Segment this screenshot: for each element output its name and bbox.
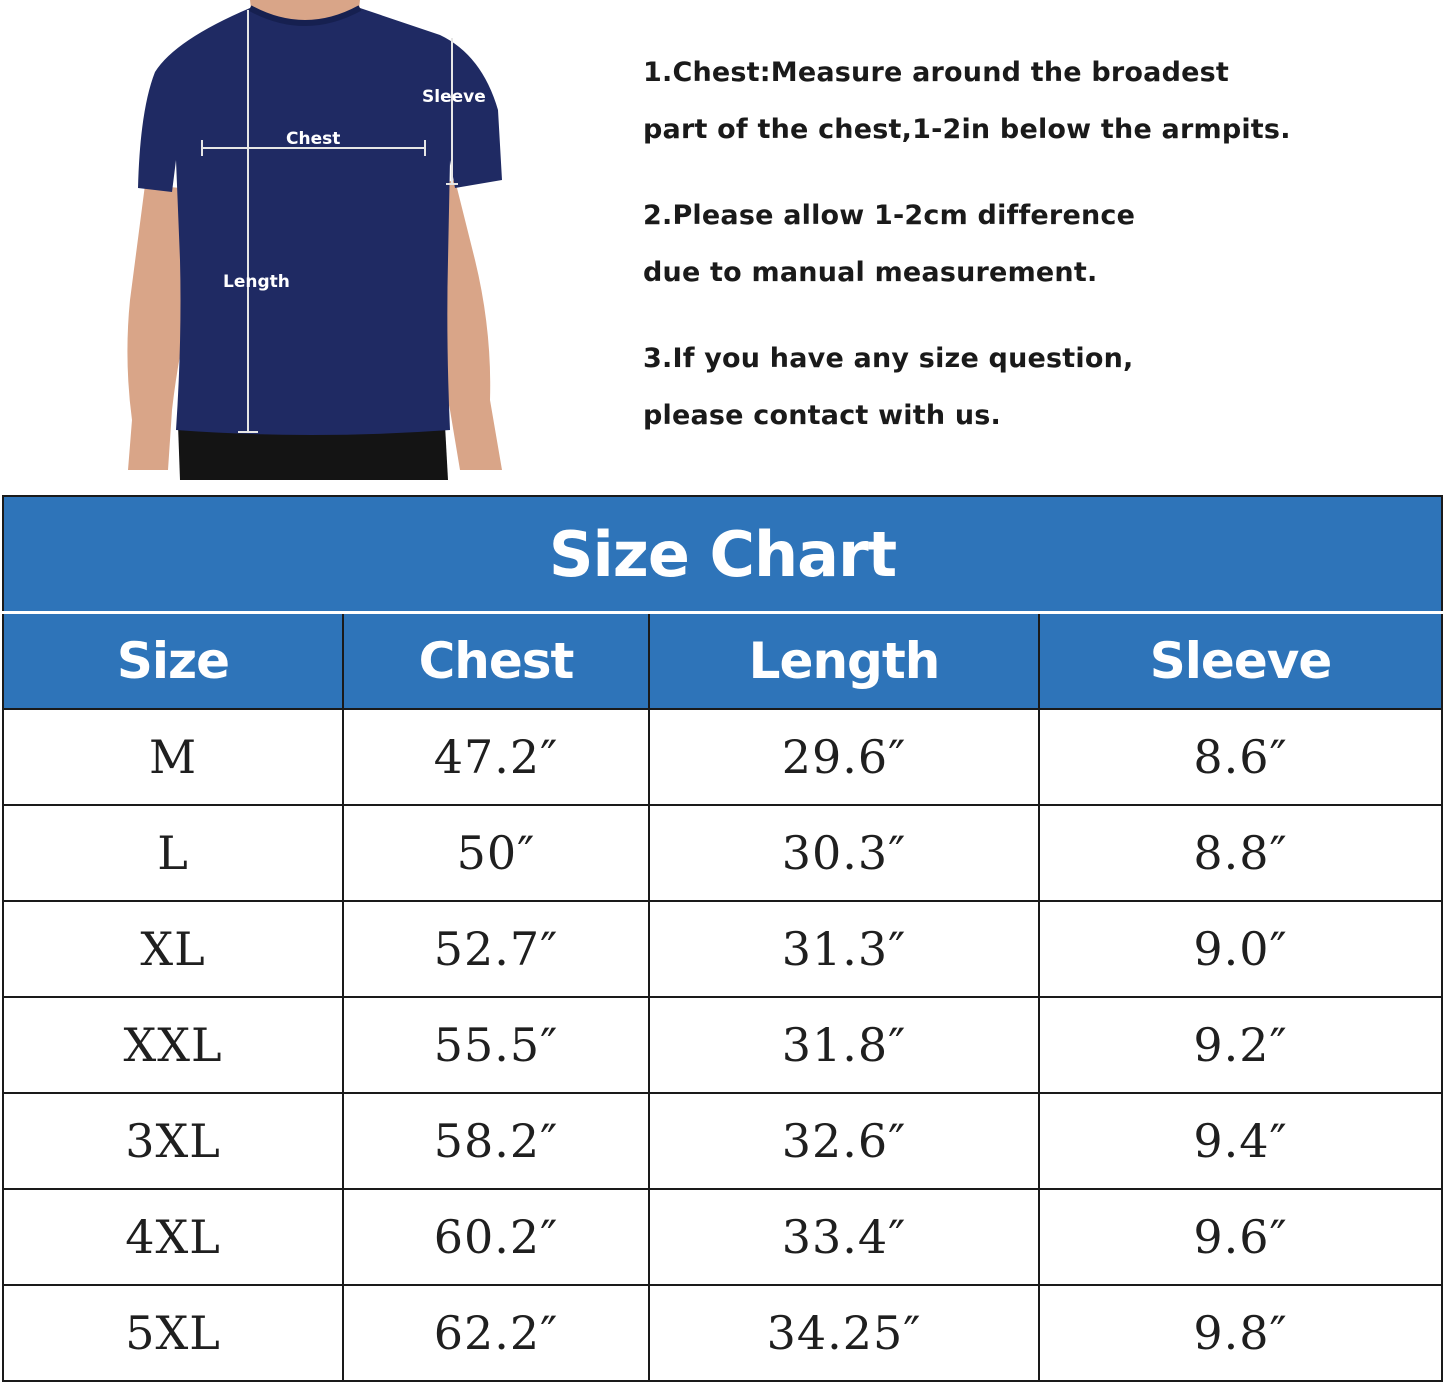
note-item xyxy=(643,44,1423,158)
cell-length: 29.6″ xyxy=(649,709,1039,805)
cell-chest: 52.7″ xyxy=(343,901,649,997)
tshirt-figure-svg xyxy=(110,0,530,480)
cell-chest: 60.2″ xyxy=(343,1189,649,1285)
table-header-row xyxy=(3,613,1442,710)
header-chest: Chest xyxy=(343,613,649,710)
cell-length: 32.6″ xyxy=(649,1093,1039,1189)
size-chart-table xyxy=(2,495,1443,1382)
chest-label: Chest xyxy=(286,129,341,149)
tshirt-shape xyxy=(138,8,502,435)
header-size: Size xyxy=(3,613,343,710)
cell-chest: 50″ xyxy=(343,805,649,901)
note-line: due to manual measurement. xyxy=(643,257,1098,288)
cell-size: 4XL xyxy=(3,1189,343,1285)
table-row xyxy=(3,997,1442,1093)
table-title-row xyxy=(3,496,1442,613)
cell-size: L xyxy=(3,805,343,901)
table-row xyxy=(3,1285,1442,1381)
length-label: Length xyxy=(223,272,290,292)
table-row xyxy=(3,709,1442,805)
note-line: 3.If you have any size question, xyxy=(643,343,1134,374)
cell-chest: 47.2″ xyxy=(343,709,649,805)
cell-sleeve: 9.0″ xyxy=(1039,901,1442,997)
note-item xyxy=(643,330,1423,444)
header-sleeve: Sleeve xyxy=(1039,613,1442,710)
header-length: Length xyxy=(649,613,1039,710)
note-line: please contact with us. xyxy=(643,400,1001,431)
cell-size: M xyxy=(3,709,343,805)
table-row xyxy=(3,1093,1442,1189)
cell-length: 31.3″ xyxy=(649,901,1039,997)
table-row xyxy=(3,901,1442,997)
cell-sleeve: 9.4″ xyxy=(1039,1093,1442,1189)
cell-length: 33.4″ xyxy=(649,1189,1039,1285)
measurement-notes xyxy=(643,44,1423,473)
sleeve-label: Sleeve xyxy=(422,87,486,107)
note-item xyxy=(643,187,1423,301)
cell-size: 3XL xyxy=(3,1093,343,1189)
cell-size: XL xyxy=(3,901,343,997)
note-line: 1.Chest:Measure around the broadest xyxy=(643,57,1230,88)
cell-length: 31.8″ xyxy=(649,997,1039,1093)
cell-sleeve: 9.8″ xyxy=(1039,1285,1442,1381)
cell-sleeve: 8.8″ xyxy=(1039,805,1442,901)
cell-length: 34.25″ xyxy=(649,1285,1039,1381)
cell-length: 30.3″ xyxy=(649,805,1039,901)
cell-sleeve: 9.2″ xyxy=(1039,997,1442,1093)
cell-chest: 58.2″ xyxy=(343,1093,649,1189)
tshirt-measurement-illustration xyxy=(110,0,530,480)
size-chart-title: Size Chart xyxy=(3,496,1442,613)
note-line: part of the chest,1-2in below the armpits. xyxy=(643,114,1291,145)
cell-size: 5XL xyxy=(3,1285,343,1381)
cell-sleeve: 8.6″ xyxy=(1039,709,1442,805)
cell-sleeve: 9.6″ xyxy=(1039,1189,1442,1285)
cell-chest: 62.2″ xyxy=(343,1285,649,1381)
cell-size: XXL xyxy=(3,997,343,1093)
table-row xyxy=(3,1189,1442,1285)
cell-chest: 55.5″ xyxy=(343,997,649,1093)
table-row xyxy=(3,805,1442,901)
note-line: 2.Please allow 1-2cm difference xyxy=(643,200,1136,231)
